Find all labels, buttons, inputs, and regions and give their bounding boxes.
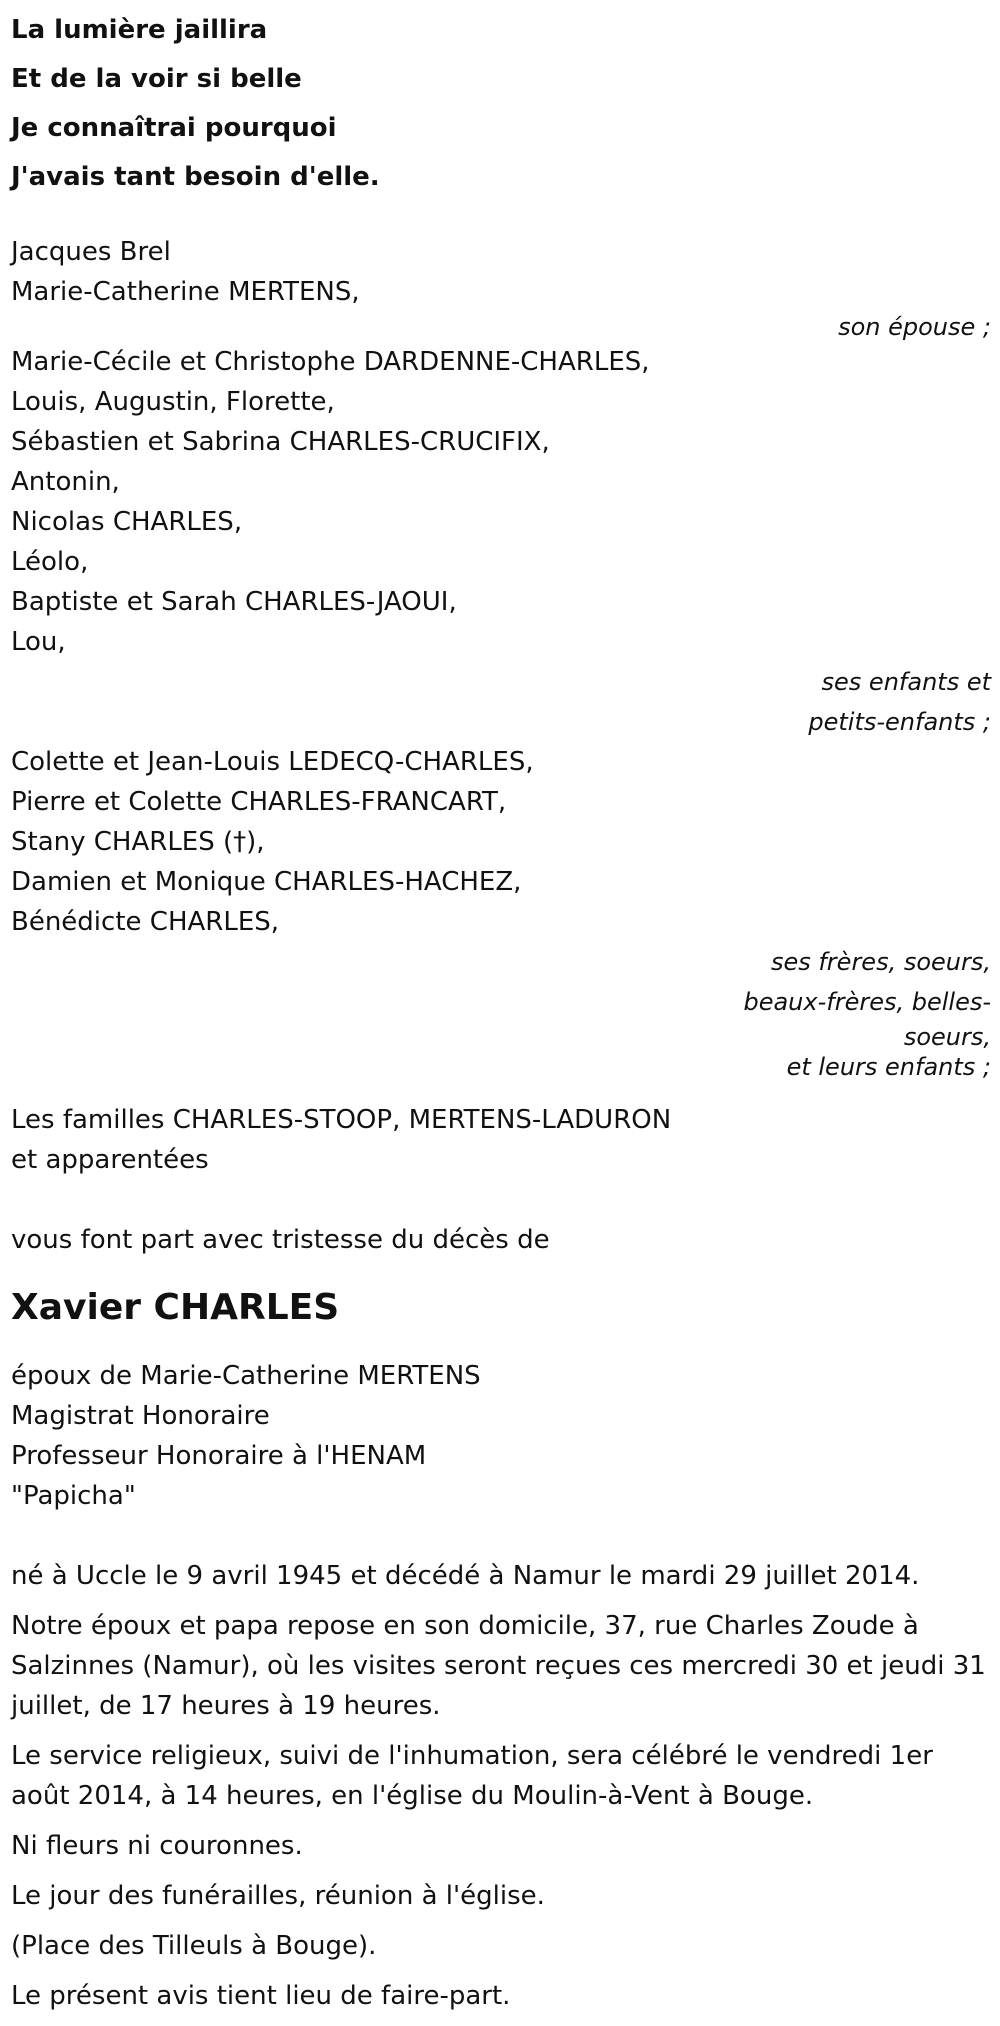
families-line: et apparentées [11, 1145, 209, 1175]
siblings-relation: ses frères, soeurs, [770, 948, 991, 976]
poem-author: Jacques Brel [11, 237, 171, 267]
deceased-detail: "Papicha" [11, 1481, 136, 1511]
list-item: Bénédicte CHARLES, [11, 907, 280, 937]
spouse-relation: son épouse ; [838, 313, 991, 341]
deceased-detail: Magistrat Honoraire [11, 1401, 270, 1431]
spouse-name: Marie-Catherine MERTENS, [11, 277, 360, 307]
siblings-relation: beaux-frères, belles- [743, 988, 991, 1016]
announcement: vous font part avec tristesse du décès de [11, 1225, 550, 1255]
list-item: Pierre et Colette CHARLES-FRANCART, [11, 787, 507, 817]
deceased-detail: époux de Marie-Catherine MERTENS [11, 1361, 481, 1391]
list-item: Damien et Monique CHARLES-HACHEZ, [11, 867, 522, 897]
list-item: Sébastien et Sabrina CHARLES-CRUCIFIX, [11, 427, 550, 457]
meeting-paragraph: Le jour des funérailles, réunion à l'église. [11, 1881, 545, 1911]
list-item: Lou, [11, 627, 66, 657]
list-item: Marie-Cécile et Christophe DARDENNE-CHARLES, [11, 347, 650, 377]
location-paragraph: (Place des Tilleuls à Bouge). [11, 1931, 377, 1961]
closing-paragraph: Le présent avis tient lieu de faire-part. [11, 1981, 511, 2011]
service-paragraph: Le service religieux, suivi de l'inhumation, sera célébré le vendredi 1er août 2014, à 14 heures, en l'église du Moulin-à-Vent à Bouge. [11, 1741, 933, 1811]
flowers-paragraph: Ni fleurs ni couronnes. [11, 1831, 303, 1861]
children-relation: petits-enfants ; [808, 708, 991, 736]
list-item: Louis, Augustin, Florette, [11, 387, 335, 417]
poem-line: J'avais tant besoin d'elle. [11, 162, 380, 192]
poem-line: La lumière jaillira [11, 15, 268, 45]
list-item: Baptiste et Sarah CHARLES-JAOUI, [11, 587, 457, 617]
families-line: Les familles CHARLES-STOOP, MERTENS-LADURON [11, 1105, 672, 1135]
obituary-notice [11, 6, 991, 2026]
deceased-detail: Professeur Honoraire à l'HENAM [11, 1441, 427, 1471]
list-item: Antonin, [11, 467, 120, 497]
list-item: Léolo, [11, 547, 89, 577]
siblings-relation: et leurs enfants ; [786, 1053, 991, 1081]
poem-line: Je connaîtrai pourquoi [11, 113, 337, 143]
poem-line: Et de la voir si belle [11, 64, 302, 94]
visitation-paragraph: Notre époux et papa repose en son domicile, 37, rue Charles Zoude à Salzinnes (Namur), où les visites seront reçues ces mercredi 30 et jeudi 31 juillet, de 17 heures à 19 heures. [11, 1611, 986, 1721]
children-relation: ses enfants et [821, 668, 991, 696]
siblings-relation: soeurs, [903, 1023, 991, 1051]
list-item: Nicolas CHARLES, [11, 507, 243, 537]
list-item: Colette et Jean-Louis LEDECQ-CHARLES, [11, 747, 534, 777]
deceased-name: Xavier CHARLES [11, 1287, 340, 1328]
list-item: Stany CHARLES (†), [11, 827, 265, 857]
children-list [11, 342, 991, 662]
birth-death-paragraph: né à Uccle le 9 avril 1945 et décédé à Namur le mardi 29 juillet 2014. [11, 1561, 920, 1591]
siblings-list [11, 742, 991, 942]
